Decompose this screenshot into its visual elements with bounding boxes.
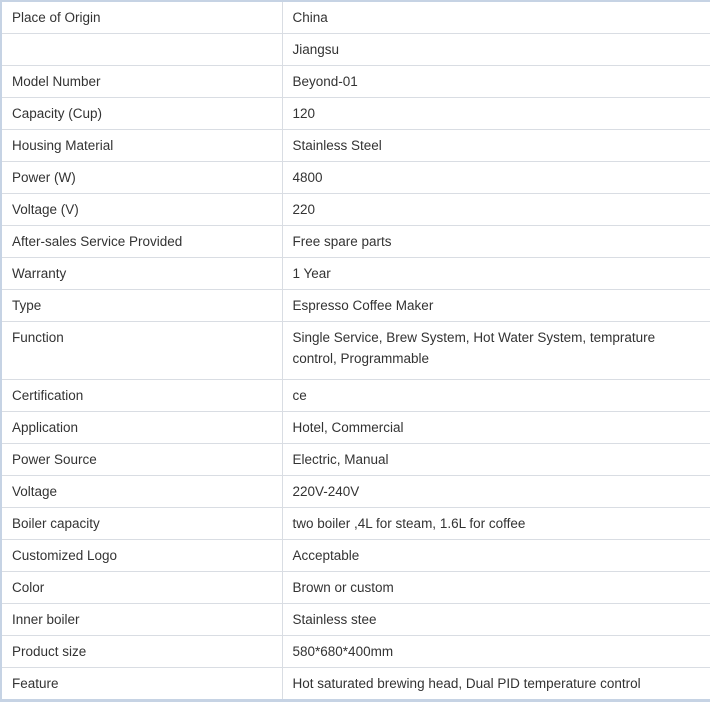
spec-row-housing-material: [1, 130, 710, 162]
spec-row-type: [1, 290, 710, 322]
spec-value: Hot saturated brewing head, Dual PID temperature control: [282, 668, 710, 701]
spec-row-power: [1, 162, 710, 194]
spec-row-voltage: [1, 476, 710, 508]
spec-key: Voltage: [1, 476, 282, 508]
spec-key: Product size: [1, 636, 282, 668]
spec-key: Boiler capacity: [1, 508, 282, 540]
spec-row-power-source: [1, 444, 710, 476]
spec-value: China: [282, 1, 710, 34]
spec-key: Customized Logo: [1, 540, 282, 572]
spec-value: Stainless Steel: [282, 130, 710, 162]
spec-value: two boiler ,4L for steam, 1.6L for coffee: [282, 508, 710, 540]
spec-key: Warranty: [1, 258, 282, 290]
spec-value: 220V-240V: [282, 476, 710, 508]
spec-value: Electric, Manual: [282, 444, 710, 476]
spec-key: Feature: [1, 668, 282, 701]
spec-value: Jiangsu: [282, 34, 710, 66]
spec-key: Power (W): [1, 162, 282, 194]
spec-key: Place of Origin: [1, 1, 282, 34]
spec-value: Acceptable: [282, 540, 710, 572]
spec-row-certification: [1, 380, 710, 412]
spec-key: Color: [1, 572, 282, 604]
spec-key: Voltage (V): [1, 194, 282, 226]
spec-row-product-size: [1, 636, 710, 668]
spec-key: Application: [1, 412, 282, 444]
spec-key: Housing Material: [1, 130, 282, 162]
spec-row-model-number: [1, 66, 710, 98]
spec-row-after-sales: [1, 226, 710, 258]
spec-value: 220: [282, 194, 710, 226]
spec-value: Hotel, Commercial: [282, 412, 710, 444]
spec-row-capacity: [1, 98, 710, 130]
spec-row-color: [1, 572, 710, 604]
spec-value: 580*680*400mm: [282, 636, 710, 668]
spec-value: ce: [282, 380, 710, 412]
spec-value: Single Service, Brew System, Hot Water System, temprature control, Programmable: [282, 322, 710, 380]
spec-row-boiler-capacity: [1, 508, 710, 540]
spec-value: 120: [282, 98, 710, 130]
spec-value: 1 Year: [282, 258, 710, 290]
spec-value: Brown or custom: [282, 572, 710, 604]
spec-value: Stainless stee: [282, 604, 710, 636]
spec-key: Capacity (Cup): [1, 98, 282, 130]
spec-value: Free spare parts: [282, 226, 710, 258]
spec-row-origin-province: [1, 34, 710, 66]
spec-row-function: [1, 322, 710, 380]
spec-row-feature: [1, 668, 710, 701]
spec-key: Model Number: [1, 66, 282, 98]
spec-row-voltage-v: [1, 194, 710, 226]
spec-row-application: [1, 412, 710, 444]
spec-key: Type: [1, 290, 282, 322]
spec-row-place-of-origin: [1, 1, 710, 34]
spec-value: 4800: [282, 162, 710, 194]
spec-key: [1, 34, 282, 66]
spec-key: Power Source: [1, 444, 282, 476]
spec-key: Function: [1, 322, 282, 380]
spec-value: Espresso Coffee Maker: [282, 290, 710, 322]
spec-value: Beyond-01: [282, 66, 710, 98]
spec-row-customized-logo: [1, 540, 710, 572]
spec-key: After-sales Service Provided: [1, 226, 282, 258]
spec-row-inner-boiler: [1, 604, 710, 636]
spec-key: Inner boiler: [1, 604, 282, 636]
spec-key: Certification: [1, 380, 282, 412]
spec-row-warranty: [1, 258, 710, 290]
